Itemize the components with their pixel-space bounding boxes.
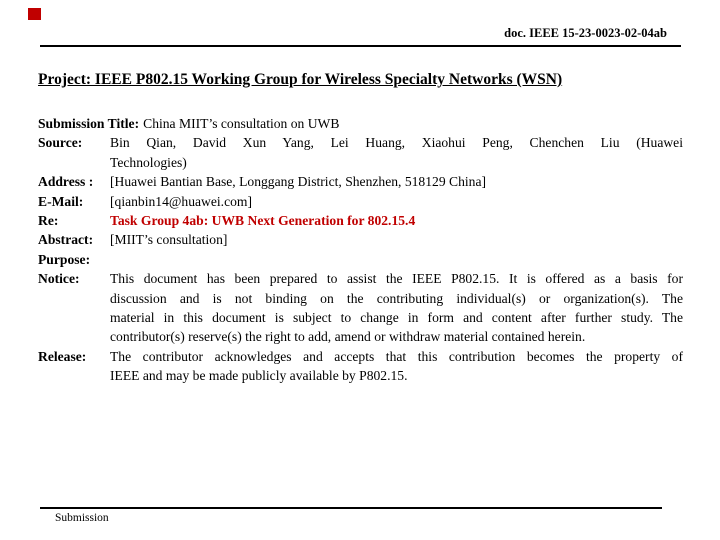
address-value: [Huawei Bantian Base, Longgang District, Shenzhen, 518129 China]: [110, 174, 487, 190]
footer-divider: [40, 507, 662, 509]
field-source: [38, 133, 683, 172]
abstract-value: [MIIT’s consultation]: [110, 232, 228, 248]
document-body: [38, 114, 683, 386]
field-purpose: [38, 250, 683, 269]
email-label: E-Mail:: [38, 193, 84, 209]
field-release: [38, 347, 683, 386]
abstract-label: Abstract:: [38, 232, 94, 248]
purpose-label: Purpose:: [38, 251, 91, 267]
notice-label: Notice:: [38, 271, 80, 287]
field-re: [38, 211, 683, 230]
release-label: Release:: [38, 348, 87, 364]
field-abstract: [38, 230, 683, 249]
page-title: Project: IEEE P802.15 Working Group for Wireless Specialty Networks (WSN): [38, 71, 563, 88]
re-label: Re:: [38, 213, 59, 229]
email-value: [qianbin14@huawei.com]: [110, 193, 252, 209]
text-line: IEEE and may be made publicly available by P802.15.: [110, 368, 408, 384]
text-line: Bin Qian, David Xun Yang, Lei Huang, Xiaohui Peng, Chenchen Liu (Huawei: [110, 135, 683, 151]
red-corner-marker: [28, 8, 41, 20]
submission-title-value: China MIIT’s consultation on UWB: [143, 116, 340, 131]
field-submission-title: [38, 114, 683, 133]
submission-title-label: Submission Title:: [38, 116, 140, 131]
field-email: [38, 192, 683, 211]
purpose-value: [110, 250, 683, 269]
doc-number: doc. IEEE 15-23-0023-02-04ab: [504, 26, 667, 40]
field-address: [38, 172, 683, 191]
address-label: Address :: [38, 174, 94, 190]
notice-value: [110, 269, 683, 347]
re-value: Task Group 4ab: UWB Next Generation for 802.15.4: [110, 213, 416, 229]
header-divider: [40, 45, 681, 47]
source-label: Source:: [38, 135, 83, 151]
text-line: The contributor acknowledges and accepts that this contribution becomes the property of: [110, 348, 683, 364]
field-notice: [38, 269, 683, 347]
source-value: [110, 133, 683, 172]
text-line: contributor(s) reserve(s) the right to add, amend or withdraw material contained herein.: [110, 329, 586, 345]
text-line: Technologies): [110, 154, 187, 170]
text-line: discussion and is not binding on the contributing individual(s) or organization(s). The: [110, 290, 683, 306]
text-line: material in this document is subject to change in form and content after further study. The: [110, 310, 683, 326]
release-value: [110, 347, 683, 386]
text-line: This document has been prepared to assist the IEEE P802.15. It is offered as a basis for: [110, 271, 683, 287]
footer-submission-label: Submission: [55, 512, 109, 524]
